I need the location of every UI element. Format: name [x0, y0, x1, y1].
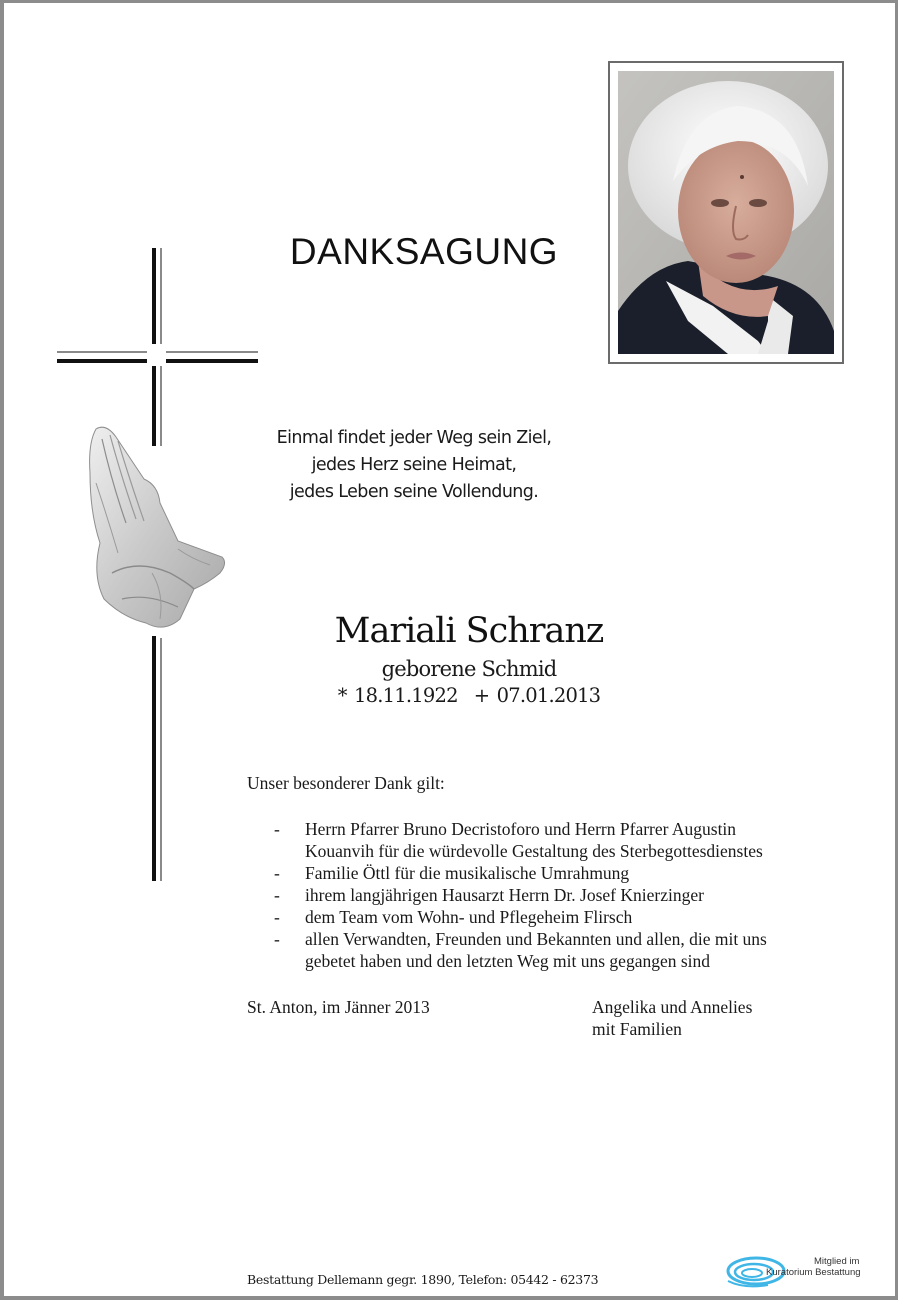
thanks-intro: Unser besonderer Dank gilt:: [247, 773, 445, 793]
deceased-name: Mariali Schranz: [334, 611, 604, 651]
list-item: - Familie Öttl für die musikalische Umrahmung: [247, 862, 847, 884]
funeral-home-info: Bestattung Dellemann gegr. 1890, Telefon: 05442 - 62373: [247, 1272, 599, 1287]
logo-text-line1: Mitglied im: [814, 1256, 860, 1267]
logo-text-line2: Kuratorium Bestattung: [766, 1267, 861, 1278]
signers-families: mit Familien: [592, 1019, 682, 1039]
poem-line: jedes Herz seine Heimat,: [311, 455, 517, 475]
portrait-image: [618, 71, 834, 354]
list-item: - Herrn Pfarrer Bruno Decristoforo und Herrn Pfarrer Augustin Kouanvih für die würdevolle Gestaltung des Sterbegottesdienstes: [247, 818, 847, 862]
list-item: - ihrem langjährigen Hausarzt Herrn Dr. Josef Knierzinger: [247, 884, 847, 906]
place-date: St. Anton, im Jänner 2013: [247, 997, 430, 1017]
portrait-photo: [618, 71, 834, 354]
list-item: - allen Verwandten, Freunden und Bekannten und allen, die mit uns gebetet haben und den letzten Weg mit uns gegangen sind: [247, 928, 847, 972]
poem-line: jedes Leben seine Vollendung.: [289, 482, 539, 502]
life-dates: [274, 684, 664, 707]
signers: [592, 996, 752, 1040]
poem: [234, 425, 594, 506]
maiden-name: geborene Schmid: [381, 657, 557, 681]
death-date: + 07.01.2013: [473, 684, 601, 707]
birth-date: * 18.11.1922: [337, 684, 458, 707]
kuratorium-logo: [724, 1251, 874, 1291]
portrait-frame: [608, 61, 844, 364]
list-item: - dem Team vom Wohn- und Pflegeheim Flirsch: [247, 906, 847, 928]
thanks-list: [247, 818, 847, 972]
page-title: DANKSAGUNG: [289, 231, 559, 272]
poem-line: Einmal findet jeder Weg sein Ziel,: [276, 428, 552, 448]
praying-hands-icon: [82, 423, 232, 635]
signers-names: Angelika und Annelies: [592, 997, 753, 1017]
